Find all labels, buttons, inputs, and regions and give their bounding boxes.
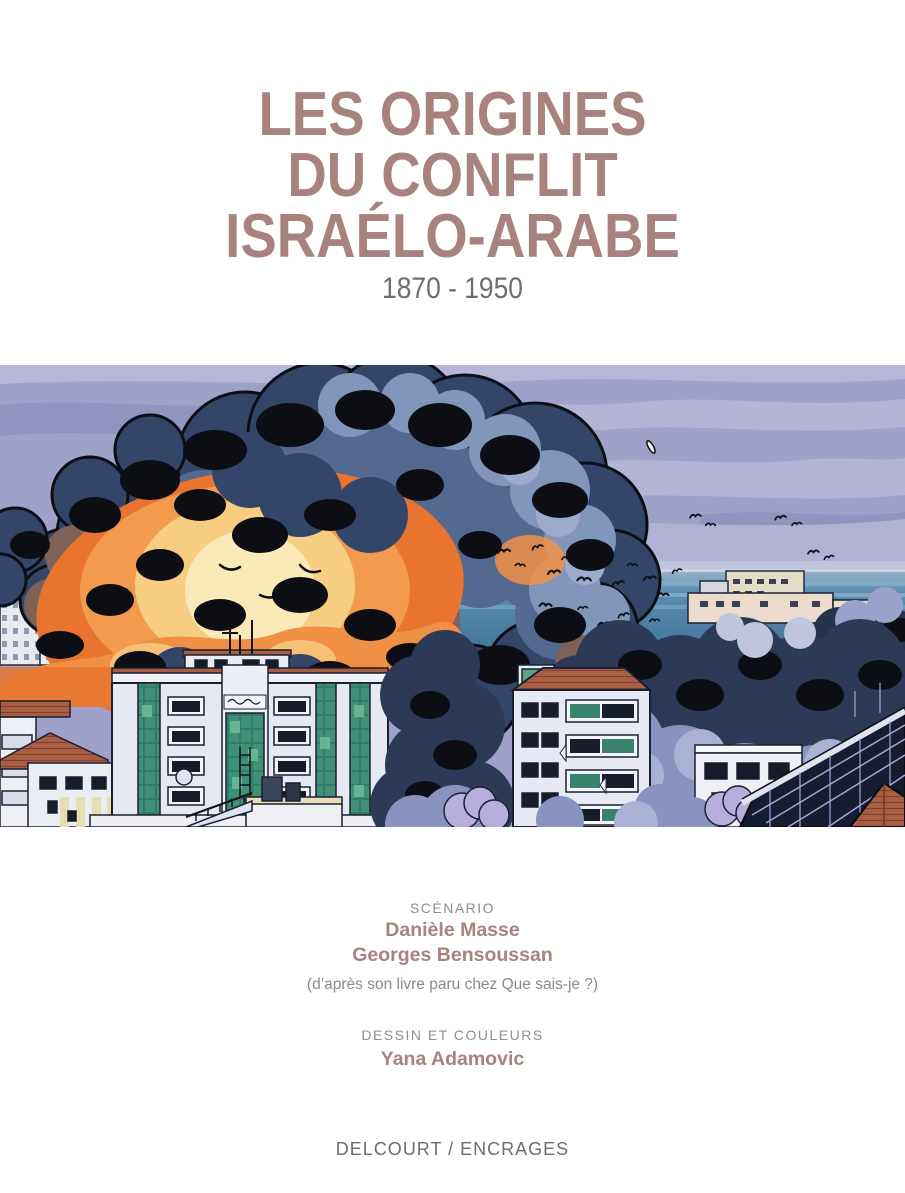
art-author: Yana Adamovic	[380, 1048, 525, 1070]
scenario-author-1: Danièle Masse	[385, 919, 520, 941]
title-block	[54, 80, 850, 306]
scenario-note: (d’après son livre paru chez Que sais-je ?)	[306, 976, 599, 993]
title-line-3: ISRAÉLO-ARABE	[225, 202, 680, 271]
scenario-author-2: Georges Bensoussan	[352, 944, 553, 966]
cover-illustration	[0, 365, 905, 827]
book-subtitle-years: 1870 - 1950	[382, 272, 523, 305]
title-line-2: DU CONFLIT	[287, 141, 618, 210]
credits-block	[0, 898, 905, 1072]
art-label: DESSIN ET COULEURS	[361, 1027, 544, 1043]
book-title	[54, 80, 850, 271]
scenario-label: SCÉNARIO	[409, 900, 496, 916]
publisher-imprint: DELCOURT / ENCRAGES	[335, 1139, 570, 1159]
title-line-1: LES ORIGINES	[258, 80, 647, 149]
